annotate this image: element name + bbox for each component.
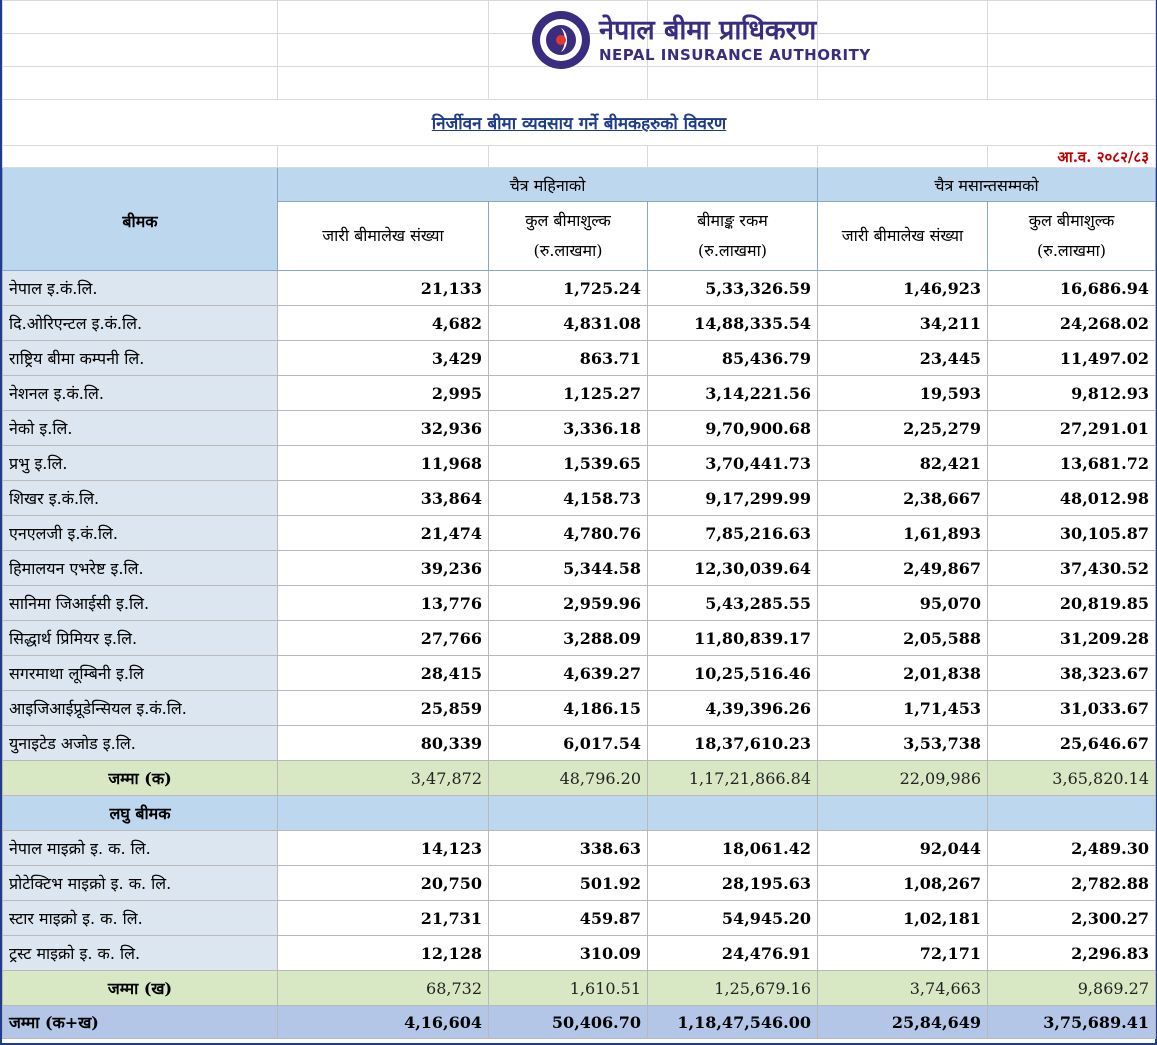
- premium-cell[interactable]: 1,539.65: [489, 446, 648, 481]
- premium-cum-cell[interactable]: 11,497.02: [988, 341, 1156, 376]
- premium-cum-cell[interactable]: 20,819.85: [988, 586, 1156, 621]
- policies-cell[interactable]: 14,123: [278, 831, 489, 866]
- sum-insured-cell[interactable]: 9,70,900.68: [648, 411, 818, 446]
- premium-cum-cell[interactable]: 2,296.83: [988, 936, 1156, 971]
- table-row: [3, 621, 1156, 656]
- authority-name-nepali: नेपाल बीमा प्राधिकरण: [599, 15, 817, 46]
- insurer-name-cell[interactable]: सिद्धार्थ प्रिमियर इ.लि.: [3, 621, 278, 656]
- policies-cum-cell[interactable]: 2,25,279: [818, 411, 988, 446]
- subtotal-b-row: [3, 971, 1156, 1006]
- premium-cell[interactable]: 4,831.08: [489, 306, 648, 341]
- insurer-name-cell[interactable]: युनाइटेड अजोड इ.लि.: [3, 726, 278, 761]
- policies-cell[interactable]: 11,968: [278, 446, 489, 481]
- insurer-name-cell[interactable]: प्रभु इ.लि.: [3, 446, 278, 481]
- col-sum-insured-header[interactable]: [648, 202, 818, 271]
- micro-insurer-group-row: [3, 796, 1156, 831]
- premium-cell[interactable]: 2,959.96: [489, 586, 648, 621]
- insurer-name-cell[interactable]: हिमालयन एभरेष्ट इ.लि.: [3, 551, 278, 586]
- col-sum-unit: (रु.लाखमा): [698, 241, 767, 260]
- total-policies[interactable]: 4,16,604: [278, 1006, 489, 1039]
- report-title[interactable]: निर्जीवन बीमा व्यवसाय गर्ने बीमकहरुको विवरण: [3, 100, 1156, 146]
- subtotal-premium-cum[interactable]: 3,65,820.14: [988, 761, 1156, 796]
- insurer-name-cell[interactable]: सगरमाथा लूम्बिनी इ.लि: [3, 656, 278, 691]
- policies-cum-cell[interactable]: 2,38,667: [818, 481, 988, 516]
- micro-insurer-label[interactable]: लघु बीमक: [3, 796, 278, 831]
- premium-cum-cell[interactable]: 16,686.94: [988, 271, 1156, 306]
- policies-cum-cell[interactable]: 1,61,893: [818, 516, 988, 551]
- premium-cum-cell[interactable]: 31,033.67: [988, 691, 1156, 726]
- premium-cell[interactable]: 4,186.15: [489, 691, 648, 726]
- col-premium-header[interactable]: [489, 202, 648, 271]
- policies-cum-cell[interactable]: 82,421: [818, 446, 988, 481]
- subtotal-policies-cum[interactable]: 22,09,986: [818, 761, 988, 796]
- premium-cum-cell[interactable]: 38,323.67: [988, 656, 1156, 691]
- col-premium-unit: (रु.लाखमा): [533, 241, 603, 260]
- sum-insured-cell[interactable]: 12,30,039.64: [648, 551, 818, 586]
- col-sum-title: बीमाङ्क रकम: [697, 211, 768, 230]
- table-row: [3, 691, 1156, 726]
- sum-insured-cell[interactable]: 5,33,326.59: [648, 271, 818, 306]
- premium-cum-cell[interactable]: 2,489.30: [988, 831, 1156, 866]
- fiscal-year-label[interactable]: आ.व. २०८२/८३: [988, 146, 1156, 168]
- grand-total-row: [3, 1006, 1156, 1039]
- premium-cum-cell[interactable]: 2,300.27: [988, 901, 1156, 936]
- authority-name-english: NEPAL INSURANCE AUTHORITY: [599, 46, 871, 64]
- sum-insured-cell[interactable]: 11,80,839.17: [648, 621, 818, 656]
- premium-cell[interactable]: 3,336.18: [489, 411, 648, 446]
- policies-cum-cell[interactable]: 2,49,867: [818, 551, 988, 586]
- subtotal-label[interactable]: जम्मा (क): [3, 761, 278, 796]
- header-row-1: [3, 168, 1156, 202]
- sum-insured-cell[interactable]: 28,195.63: [648, 866, 818, 901]
- policies-cum-cell[interactable]: 1,71,453: [818, 691, 988, 726]
- subtotal-premium[interactable]: 48,796.20: [489, 761, 648, 796]
- policies-cell[interactable]: 28,415: [278, 656, 489, 691]
- premium-cum-cell[interactable]: 25,646.67: [988, 726, 1156, 761]
- table-row: [3, 831, 1156, 866]
- premium-cum-cell[interactable]: 31,209.28: [988, 621, 1156, 656]
- premium-cell[interactable]: 5,344.58: [489, 551, 648, 586]
- policies-cum-cell[interactable]: 92,044: [818, 831, 988, 866]
- title-row: [3, 100, 1156, 146]
- total-label[interactable]: जम्मा (क+ख): [3, 1006, 278, 1039]
- premium-cell[interactable]: 4,780.76: [489, 516, 648, 551]
- col-premium-title: कुल बीमाशुल्क: [525, 211, 611, 230]
- group-cumulative-header[interactable]: चैत्र मसान्तसम्मको: [818, 168, 1156, 202]
- sum-insured-cell[interactable]: 3,70,441.73: [648, 446, 818, 481]
- sum-insured-cell[interactable]: 10,25,516.46: [648, 656, 818, 691]
- policies-cum-cell[interactable]: 1,08,267: [818, 866, 988, 901]
- premium-cum-cell[interactable]: 27,291.01: [988, 411, 1156, 446]
- subtotal-policies-cum[interactable]: 3,74,663: [818, 971, 988, 1006]
- policies-cell[interactable]: 21,133: [278, 271, 489, 306]
- col-premium-cum-unit: (रु.लाखमा): [1037, 241, 1106, 260]
- policies-cum-cell[interactable]: 1,02,181: [818, 901, 988, 936]
- policies-cum-cell[interactable]: 3,53,738: [818, 726, 988, 761]
- insurer-rows: [3, 271, 1156, 761]
- premium-cell[interactable]: 501.92: [489, 866, 648, 901]
- sum-insured-cell[interactable]: 18,061.42: [648, 831, 818, 866]
- subtotal-premium[interactable]: 1,610.51: [489, 971, 648, 1006]
- sum-insured-cell[interactable]: 5,43,285.55: [648, 586, 818, 621]
- insurer-name-cell[interactable]: नेपाल इ.कं.लि.: [3, 271, 278, 306]
- insurer-report-table: [2, 0, 1156, 1039]
- premium-cell[interactable]: 6,017.54: [489, 726, 648, 761]
- sum-insured-cell[interactable]: 3,14,221.56: [648, 376, 818, 411]
- premium-cell[interactable]: 4,639.27: [489, 656, 648, 691]
- policies-cum-cell[interactable]: 2,01,838: [818, 656, 988, 691]
- table-row: [3, 586, 1156, 621]
- policies-cell[interactable]: 13,776: [278, 586, 489, 621]
- total-premium-cum[interactable]: 3,75,689.41: [988, 1006, 1156, 1039]
- policies-cell[interactable]: 39,236: [278, 551, 489, 586]
- table-row: [3, 306, 1156, 341]
- insurer-name-cell[interactable]: स्टार माइक्रो इ. क. लि.: [3, 901, 278, 936]
- policies-cell[interactable]: 21,731: [278, 901, 489, 936]
- sum-insured-cell[interactable]: 18,37,610.23: [648, 726, 818, 761]
- fiscal-year-row: [3, 146, 1156, 168]
- policies-cell[interactable]: 33,864: [278, 481, 489, 516]
- premium-cell[interactable]: 1,725.24: [489, 271, 648, 306]
- policies-cell[interactable]: 21,474: [278, 516, 489, 551]
- sum-insured-cell[interactable]: 24,476.91: [648, 936, 818, 971]
- premium-cell[interactable]: 4,158.73: [489, 481, 648, 516]
- table-row: [3, 376, 1156, 411]
- sum-insured-cell[interactable]: 54,945.20: [648, 901, 818, 936]
- policies-cell[interactable]: 2,995: [278, 376, 489, 411]
- premium-cell[interactable]: 1,125.27: [489, 376, 648, 411]
- table-row: [3, 726, 1156, 761]
- subtotal-sum-insured[interactable]: 1,25,679.16: [648, 971, 818, 1006]
- sum-insured-cell[interactable]: 4,39,396.26: [648, 691, 818, 726]
- insurer-name-cell[interactable]: शिखर इ.कं.लि.: [3, 481, 278, 516]
- subtotal-policies[interactable]: 68,732: [278, 971, 489, 1006]
- table-row: [3, 866, 1156, 901]
- insurer-name-cell[interactable]: ट्रस्ट माइक्रो इ. क. लि.: [3, 936, 278, 971]
- policies-cum-cell[interactable]: 2,05,588: [818, 621, 988, 656]
- col-policies-header[interactable]: जारी बीमालेख संख्या: [278, 202, 489, 271]
- policies-cum-cell[interactable]: 95,070: [818, 586, 988, 621]
- subtotal-premium-cum[interactable]: 9,869.27: [988, 971, 1156, 1006]
- insurer-name-cell[interactable]: दि.ओरिएन्टल इ.कं.लि.: [3, 306, 278, 341]
- policies-cum-cell[interactable]: 34,211: [818, 306, 988, 341]
- subtotal-sum-insured[interactable]: 1,17,21,866.84: [648, 761, 818, 796]
- col-premium-cum-header[interactable]: [988, 202, 1156, 271]
- premium-cum-cell[interactable]: 24,268.02: [988, 306, 1156, 341]
- insurer-name-cell[interactable]: सानिमा जिआईसी इ.लि.: [3, 586, 278, 621]
- insurer-name-cell[interactable]: राष्ट्रिय बीमा कम्पनी लि.: [3, 341, 278, 376]
- total-sum-insured[interactable]: 1,18,47,546.00: [648, 1006, 818, 1039]
- table-row: [3, 936, 1156, 971]
- table-row: [3, 551, 1156, 586]
- table-row: [3, 481, 1156, 516]
- table-row: [3, 901, 1156, 936]
- table-row: [3, 271, 1156, 306]
- sum-insured-cell[interactable]: 7,85,216.63: [648, 516, 818, 551]
- policies-cell[interactable]: 3,429: [278, 341, 489, 376]
- insurer-name-cell[interactable]: एनएलजी इ.कं.लि.: [3, 516, 278, 551]
- insurer-name-cell[interactable]: आइजिआईप्रूडेन्सियल इ.कं.लि.: [3, 691, 278, 726]
- sum-insured-cell[interactable]: 9,17,299.99: [648, 481, 818, 516]
- premium-cum-cell[interactable]: 37,430.52: [988, 551, 1156, 586]
- policies-cell[interactable]: 4,682: [278, 306, 489, 341]
- insurer-name-cell[interactable]: प्रोटेक्टिभ माइक्रो इ. क. लि.: [3, 866, 278, 901]
- table-row: [3, 516, 1156, 551]
- insurer-header[interactable]: बीमक: [3, 168, 278, 271]
- table-row: [3, 446, 1156, 481]
- policies-cum-cell[interactable]: 23,445: [818, 341, 988, 376]
- policies-cell[interactable]: 25,859: [278, 691, 489, 726]
- premium-cum-cell[interactable]: 30,105.87: [988, 516, 1156, 551]
- policies-cell[interactable]: 32,936: [278, 411, 489, 446]
- nia-emblem-icon: [529, 8, 593, 72]
- subtotal-a-row: [3, 761, 1156, 796]
- policies-cum-cell[interactable]: 72,171: [818, 936, 988, 971]
- table-row: [3, 411, 1156, 446]
- insurer-name-cell[interactable]: नेशनल इ.कं.लि.: [3, 376, 278, 411]
- premium-cum-cell[interactable]: 48,012.98: [988, 481, 1156, 516]
- authority-logo: [529, 8, 871, 72]
- premium-cell[interactable]: 338.63: [489, 831, 648, 866]
- policies-cum-cell[interactable]: 19,593: [818, 376, 988, 411]
- policies-cell[interactable]: 80,339: [278, 726, 489, 761]
- subtotal-policies[interactable]: 3,47,872: [278, 761, 489, 796]
- insurer-name-cell[interactable]: नेको इ.लि.: [3, 411, 278, 446]
- premium-cell[interactable]: 310.09: [489, 936, 648, 971]
- col-policies-cum-header[interactable]: जारी बीमालेख संख्या: [818, 202, 988, 271]
- total-policies-cum[interactable]: 25,84,649: [818, 1006, 988, 1039]
- table-row: [3, 656, 1156, 691]
- premium-cum-cell[interactable]: 2,782.88: [988, 866, 1156, 901]
- table-row: [3, 341, 1156, 376]
- policies-cell[interactable]: 27,766: [278, 621, 489, 656]
- premium-cum-cell[interactable]: 9,812.93: [988, 376, 1156, 411]
- sum-insured-cell[interactable]: 85,436.79: [648, 341, 818, 376]
- policies-cell[interactable]: 20,750: [278, 866, 489, 901]
- premium-cum-cell[interactable]: 13,681.72: [988, 446, 1156, 481]
- premium-cell[interactable]: 459.87: [489, 901, 648, 936]
- subtotal-label[interactable]: जम्मा (ख): [3, 971, 278, 1006]
- total-premium[interactable]: 50,406.70: [489, 1006, 648, 1039]
- policies-cell[interactable]: 12,128: [278, 936, 489, 971]
- premium-cell[interactable]: 863.71: [489, 341, 648, 376]
- insurer-name-cell[interactable]: नेपाल माइक्रो इ. क. लि.: [3, 831, 278, 866]
- premium-cell[interactable]: 3,288.09: [489, 621, 648, 656]
- micro-insurer-rows: [3, 831, 1156, 971]
- sum-insured-cell[interactable]: 14,88,335.54: [648, 306, 818, 341]
- group-month-header[interactable]: चैत्र महिनाको: [278, 168, 818, 202]
- policies-cum-cell[interactable]: 1,46,923: [818, 271, 988, 306]
- col-premium-cum-title: कुल बीमाशुल्क: [1028, 211, 1115, 230]
